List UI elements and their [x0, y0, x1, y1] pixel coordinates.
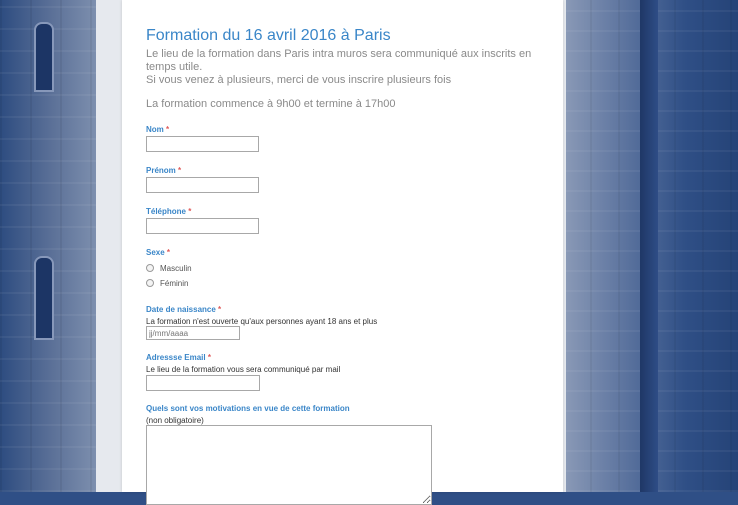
prenom-input[interactable] [146, 177, 259, 193]
tower-window-top [34, 22, 54, 92]
required-marker: * [166, 248, 171, 257]
description-line-1: Le lieu de la formation dans Paris intra muros sera communiqué aux inscrits en temps utile. [146, 48, 532, 73]
sexe-option-masculin[interactable] [146, 263, 192, 273]
radio-button-feminin[interactable] [146, 279, 154, 287]
form-schedule: La formation commence à 9h00 et termine à 17h00 [146, 98, 396, 110]
radio-button-masculin[interactable] [146, 264, 154, 272]
telephone-label-text: Téléphone [146, 207, 187, 216]
tower-window-bottom [34, 256, 54, 340]
email-help: Le lieu de la formation vous sera communiqué par mail [146, 365, 341, 374]
nom-input[interactable] [146, 136, 259, 152]
nom-label [146, 125, 169, 134]
form-title: Formation du 16 avril 2016 à Paris [146, 27, 391, 44]
sexe-label [146, 248, 170, 257]
required-marker: * [166, 125, 170, 134]
radio-label-masculin: Masculin [160, 263, 192, 273]
prenom-label [146, 166, 181, 175]
email-input[interactable] [146, 375, 260, 391]
telephone-label [146, 207, 191, 216]
date-naissance-label [146, 305, 221, 314]
email-label [146, 353, 211, 362]
nom-label-text: Nom [146, 125, 164, 134]
motivations-help: (non obligatoire) [146, 416, 204, 425]
motivations-label: Quels sont vos motivations en vue de cette formation [146, 404, 350, 413]
email-label-text: Adressse Email [146, 353, 206, 362]
required-marker: * [188, 207, 192, 216]
description-line-2: Si vous venez à plusieurs, merci de vous inscrire plusieurs fois [146, 74, 452, 86]
required-marker: * [178, 166, 182, 175]
radio-label-feminin: Féminin [160, 278, 189, 288]
date-naissance-help: La formation n'est ouverte qu'aux personnes ayant 18 ans et plus [146, 317, 378, 326]
required-marker: * [207, 353, 211, 362]
date-naissance-input[interactable] [146, 326, 240, 340]
prenom-label-text: Prénom [146, 166, 176, 175]
background-right [562, 0, 738, 492]
sexe-label-text: Sexe [146, 248, 165, 257]
date-naissance-label-text: Date de naissance [146, 305, 216, 314]
motivations-textarea[interactable] [146, 425, 432, 505]
background-left [0, 0, 96, 492]
form-card [122, 0, 563, 492]
required-marker: * [218, 305, 222, 314]
form-description [146, 48, 546, 87]
telephone-input[interactable] [146, 218, 259, 234]
background-pillar [640, 0, 658, 492]
sexe-option-feminin[interactable] [146, 278, 188, 288]
